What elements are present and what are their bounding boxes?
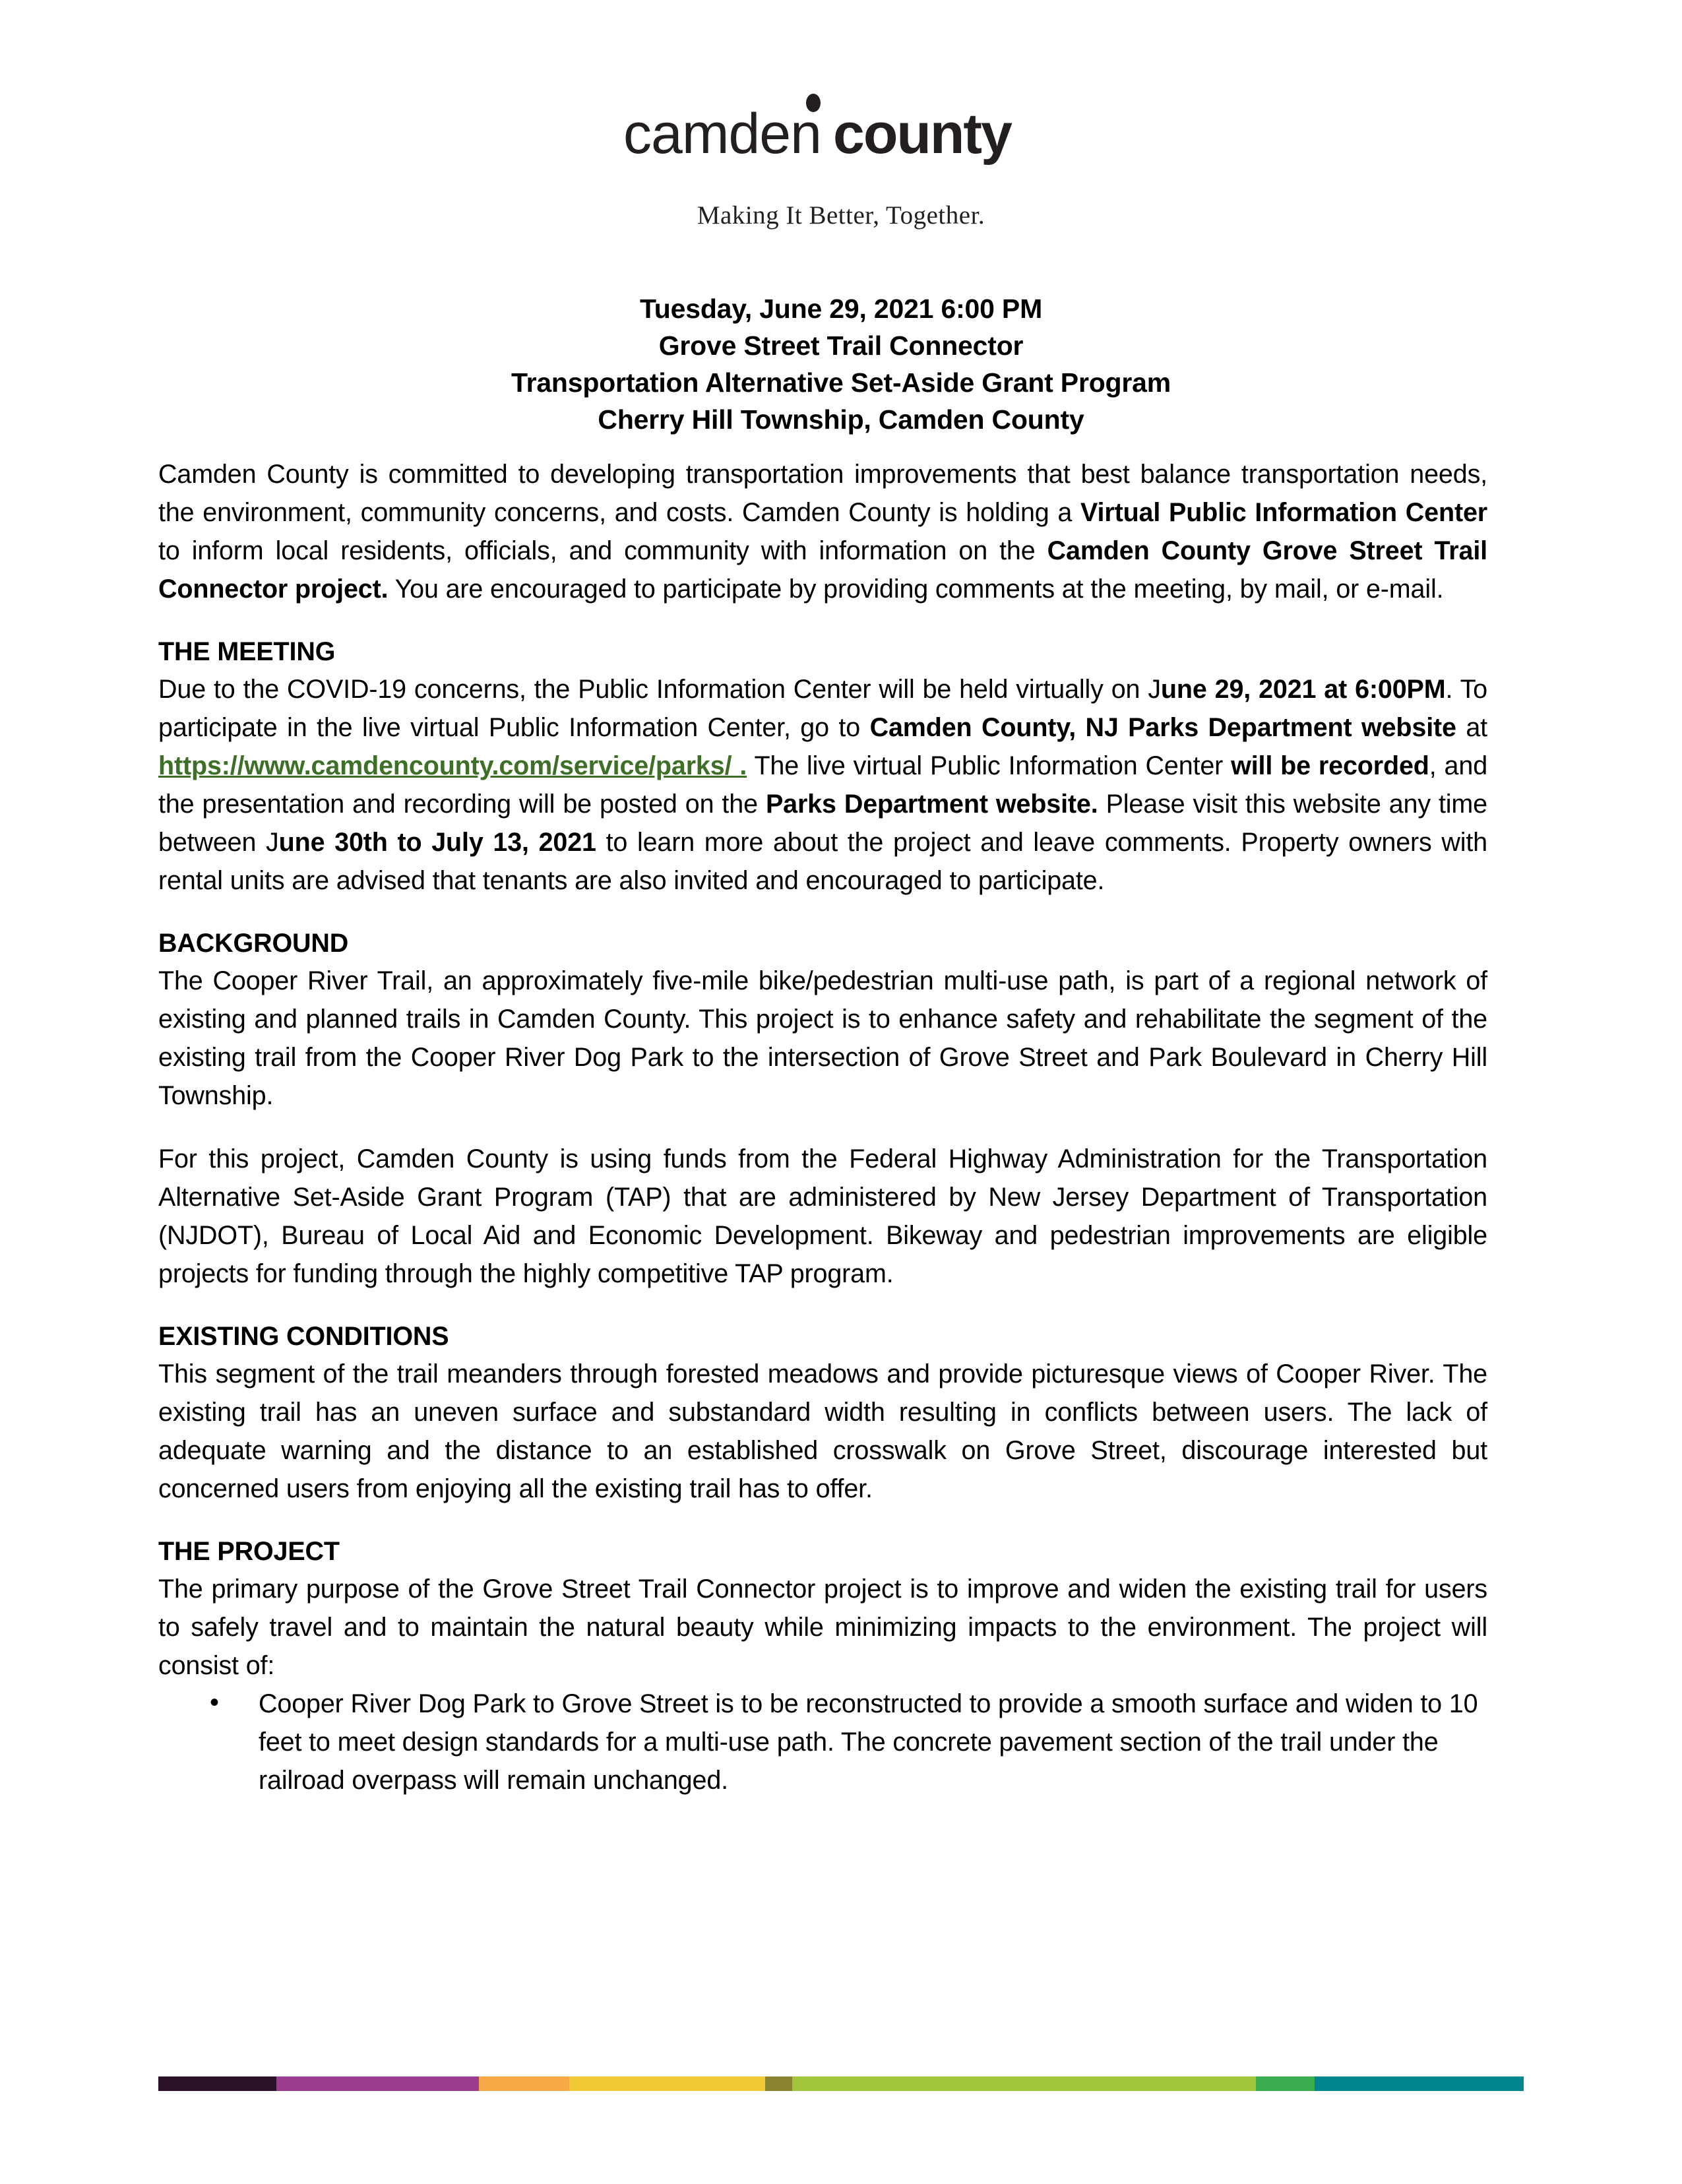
color-bar-segment-7 (1315, 2076, 1524, 2091)
meeting-bold-4: Parks Department website. (765, 790, 1098, 819)
document-body (158, 455, 1487, 1806)
intro-text-2: to inform local residents, officials, and community with information on the (158, 536, 1047, 565)
color-bar-segment-2 (479, 2076, 570, 2091)
project-paragraph: The primary purpose of the Grove Street Trail Connector project is to improve and widen the existing trail for users to safely travel and to maintain the natural beauty while minimizing impacts to the environment. The project will consist of: (158, 1575, 1487, 1680)
logo-text-county: county (833, 102, 1011, 166)
logo-mark (590, 92, 1092, 185)
color-bar-segment-1 (276, 2076, 479, 2091)
meeting-bold-5: une 30th to July 13, 2021 (278, 828, 596, 857)
background-paragraph-1: The Cooper River Trail, an approximately five-mile bike/pedestrian multi-use path, is part of a regional network of existing and planned trails in Camden County. This project is to enhance safety and rehabilitate the segment of the existing trail from the Cooper River Dog Park to the intersection of Grove Street and Park Boulevard in Cherry Hill Township. (158, 966, 1487, 1110)
meeting-bold-2: Camden County, NJ Parks Department website (869, 713, 1456, 742)
title-line-date: Tuesday, June 29, 2021 6:00 PM (639, 294, 1043, 324)
meeting-text-3: at (1456, 713, 1487, 742)
logo-text-camden: camden (623, 102, 821, 166)
color-bar-segment-4 (765, 2076, 792, 2091)
heading-the-meeting: THE MEETING (158, 637, 336, 666)
parks-department-link[interactable]: https://www.camdencounty.com/service/parks/ . (158, 751, 747, 780)
existing-conditions-paragraph: This segment of the trail meanders through forested meadows and provide picturesque views of Cooper River. The existing trail has an uneven surface and substandard width resulting in conflicts between users. The lack of adequate warning and the distance to an established crosswalk on Grove Street, discourage interested but concerned users from enjoying all the existing trail has to offer. (158, 1359, 1487, 1503)
heading-the-project: THE PROJECT (158, 1537, 340, 1566)
color-bar-segment-0 (158, 2076, 276, 2091)
heading-background: BACKGROUND (158, 929, 349, 958)
bullet-text: Cooper River Dog Park to Grove Street is to be reconstructed to provide a smooth surface and widen to 10 feet to meet design standards for a multi-use path. The concrete pavement section of the trail under the railroad overpass will remain unchanged. (259, 1689, 1478, 1795)
logo-tagline: Making It Better, Together. (697, 201, 985, 230)
meeting-text-5: , and the presentation and recording will be posted on the (158, 751, 1488, 819)
meeting-text-1: Due to the COVID-19 concerns, the Public Information Center will be held virtually on J (158, 675, 1161, 704)
camden-county-logo (0, 92, 1682, 230)
color-bar-segment-6 (1256, 2076, 1315, 2091)
title-line-project: Grove Street Trail Connector (658, 330, 1024, 361)
meeting-bold-3: will be recorded (1231, 751, 1429, 780)
intro-bold-2: Camden County Grove Street Trail Connector project. (158, 536, 1487, 604)
title-line-program: Transportation Alternative Set-Aside Grant Program (511, 367, 1171, 398)
document-title (0, 290, 1682, 438)
title-line-location: Cherry Hill Township, Camden County (598, 404, 1084, 435)
meeting-text-2: . To participate in the live virtual Public Information Center, go to (158, 675, 1487, 742)
footer-color-bar (158, 2076, 1524, 2091)
bullet-icon: • (210, 1688, 219, 1717)
list-item (158, 1685, 1487, 1799)
project-bullet-list (158, 1685, 1487, 1799)
intro-paragraph (158, 455, 1487, 608)
meeting-text-7: to learn more about the project and leave comments. Property owners with rental units are advised that tenants are also invited and encouraged to participate. (158, 828, 1488, 895)
color-bar-segment-3 (569, 2076, 764, 2091)
meeting-bold-1: une 29, 2021 at 6:00PM (1160, 675, 1446, 704)
background-paragraph-2: For this project, Camden County is using funds from the Federal Highway Administration for the Transportation Alternative Set-Aside Grant Program (TAP) that are administered by New Jersey Department of Transportation (NJDOT), Bureau of Local Aid and Economic Development. Bikeway and pedestrian improvements are eligible projects for funding through the highly competitive TAP program. (158, 1144, 1487, 1288)
logo-wordmark-svg (590, 92, 1092, 185)
intro-text-1: Camden County is committed to developing transportation improvements that best balance transportation needs, the environment, community concerns, and costs. Camden County is holding a (158, 460, 1487, 527)
meeting-text-4: The live virtual Public Information Center (747, 751, 1231, 780)
intro-bold-1: Virtual Public Information Center (1080, 498, 1488, 527)
color-bar-segment-5 (792, 2076, 1256, 2091)
meeting-text-6: Please visit this website any time between J (158, 790, 1487, 857)
intro-text-3: You are encouraged to participate by providing comments at the meeting, by mail, or e-mail. (388, 575, 1444, 604)
heading-existing-conditions: EXISTING CONDITIONS (158, 1322, 449, 1351)
meeting-paragraph (158, 670, 1487, 900)
